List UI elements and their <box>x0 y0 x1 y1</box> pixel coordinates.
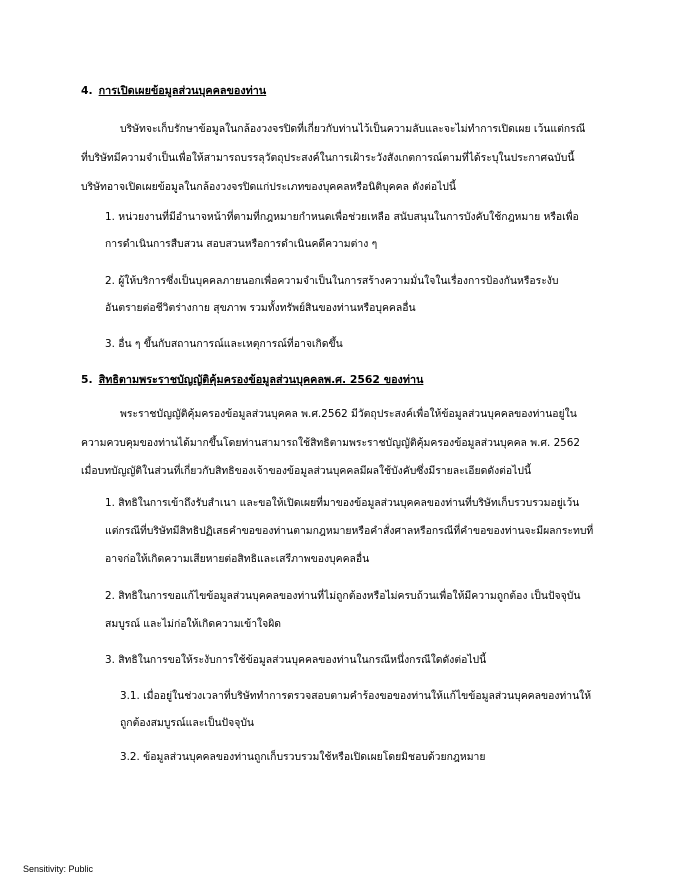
section-5-item-3-line: 3. สิทธิในการขอให้ระงับการใช้ข้อมูลส่วนบุคคลของท่านในกรณีหนึ่งกรณีใดดังต่อไปนี้ <box>105 654 487 666</box>
section-5-intro-line: พระราชบัญญัติคุ้มครองข้อมูลส่วนบุคคล พ.ศ.2562 มีวัตถุประสงค์เพื่อให้ข้อมูลส่วนบุคคลของท่านอยู่ใน <box>120 408 577 420</box>
section-4-item-1-line: การดำเนินการสืบสวน สอบสวนหรือการดำเนินคดีความต่าง ๆ <box>105 238 378 250</box>
section-4-number: 4. <box>81 84 93 97</box>
section-4-item-2-line: 2. ผู้ให้บริการซึ่งเป็นบุคคลภายนอกเพื่อความจำเป็นในการสร้างความมั่นใจในเรื่องการป้องกันหรือระงับ <box>105 275 559 287</box>
section-5-subitem-3-1-line: 3.1. เมื่ออยู่ในช่วงเวลาที่บริษัททำการตรวจสอบตามคำร้องขอของท่านให้แก้ไขข้อมูลส่วนบุคคลของท่านให้ <box>120 690 592 702</box>
section-5-intro-line: เมื่อบทบัญญัติในส่วนที่เกี่ยวกับสิทธิของเจ้าของข้อมูลส่วนบุคคลมีผลใช้บังคับซึ่งมีรายละเอียดดังต่อไปนี้ <box>81 465 532 477</box>
section-5-item-2-line: 2. สิทธิในการขอแก้ไขข้อมูลส่วนบุคคลของท่านที่ไม่ถูกต้องหรือไม่ครบถ้วนเพื่อให้มีความถูกต้อง เป็นปัจจุบัน <box>105 590 581 602</box>
section-5-heading <box>81 373 423 387</box>
section-4-heading <box>81 84 266 98</box>
section-4-item-1-line: 1. หน่วยงานที่มีอำนาจหน้าที่ตามที่กฎหมายกำหนดเพื่อช่วยเหลือ สนับสนุนในการบังคับใช้กฎหมาย หรือเพื่อ <box>105 211 579 223</box>
section-4-item-2-line: อันตรายต่อชีวิตร่างกาย สุขภาพ รวมทั้งทรัพย์สินของท่านหรือบุคคลอื่น <box>105 302 416 314</box>
section-5-subitem-3-2-line: 3.2. ข้อมูลส่วนบุคคลของท่านถูกเก็บรวบรวมใช้หรือเปิดเผยโดยมิชอบด้วยกฎหมาย <box>120 751 486 763</box>
section-5-item-2-line: สมบูรณ์ และไม่ก่อให้เกิดความเข้าใจผิด <box>105 618 282 630</box>
section-4-intro-line: บริษัทจะเก็บรักษาข้อมูลในกล้องวงจรปิดที่เกี่ยวกับท่านไว้เป็นความลับและจะไม่ทำการเปิดเผย เว้นแต่กรณี <box>120 123 586 135</box>
section-5-intro-line: ความควบคุมของท่านได้มากขึ้นโดยท่านสามารถใช้สิทธิตามพระราชบัญญัติคุ้มครองข้อมูลส่วนบุคคล พ.ศ. 2562 <box>81 437 581 449</box>
section-5-item-1-line: อาจก่อให้เกิดความเสียหายต่อสิทธิและเสรีภาพของบุคคลอื่น <box>105 553 370 565</box>
sensitivity-label: Sensitivity: Public <box>23 864 94 874</box>
section-5-item-1-line: แต่กรณีที่บริษัทมีสิทธิปฏิเสธคำขอของท่านตามกฎหมายหรือคำสั่งศาลหรือกรณีที่คำขอของท่านจะมีผลกระทบที่ <box>105 525 594 537</box>
section-4-intro-line: ที่บริษัทมีความจำเป็นเพื่อให้สามารถบรรลุวัตถุประสงค์ในการเฝ้าระวังสังเกตการณ์ตามที่ได้ระบุในประกาศฉบับนี้ <box>81 152 575 164</box>
section-4-title: การเปิดเผยข้อมูลส่วนบุคคลของท่าน <box>98 84 267 97</box>
section-5-title: สิทธิตามพระราชบัญญัติคุ้มครองข้อมูลส่วนบุคคลพ.ศ. 2562 ของท่าน <box>98 373 424 386</box>
section-5-subitem-3-1-line: ถูกต้องสมบูรณ์และเป็นปัจจุบัน <box>120 717 255 729</box>
section-4-intro-line: บริษัทอาจเปิดเผยข้อมูลในกล้องวงจรปิดแก่ประเภทของบุคคลหรือนิติบุคคล ดังต่อไปนี้ <box>81 181 456 193</box>
section-5-number: 5. <box>81 373 93 386</box>
section-5-item-1-line: 1. สิทธิในการเข้าถึงรับสำเนา และขอให้เปิดเผยที่มาของข้อมูลส่วนบุคคลของท่านที่บริษัทเก็บรวบรวมอยู่เว้น <box>105 497 580 509</box>
section-4-item-3-line: 3. อื่น ๆ ขึ้นกับสถานการณ์และเหตุการณ์ที่อาจเกิดขึ้น <box>105 338 343 350</box>
